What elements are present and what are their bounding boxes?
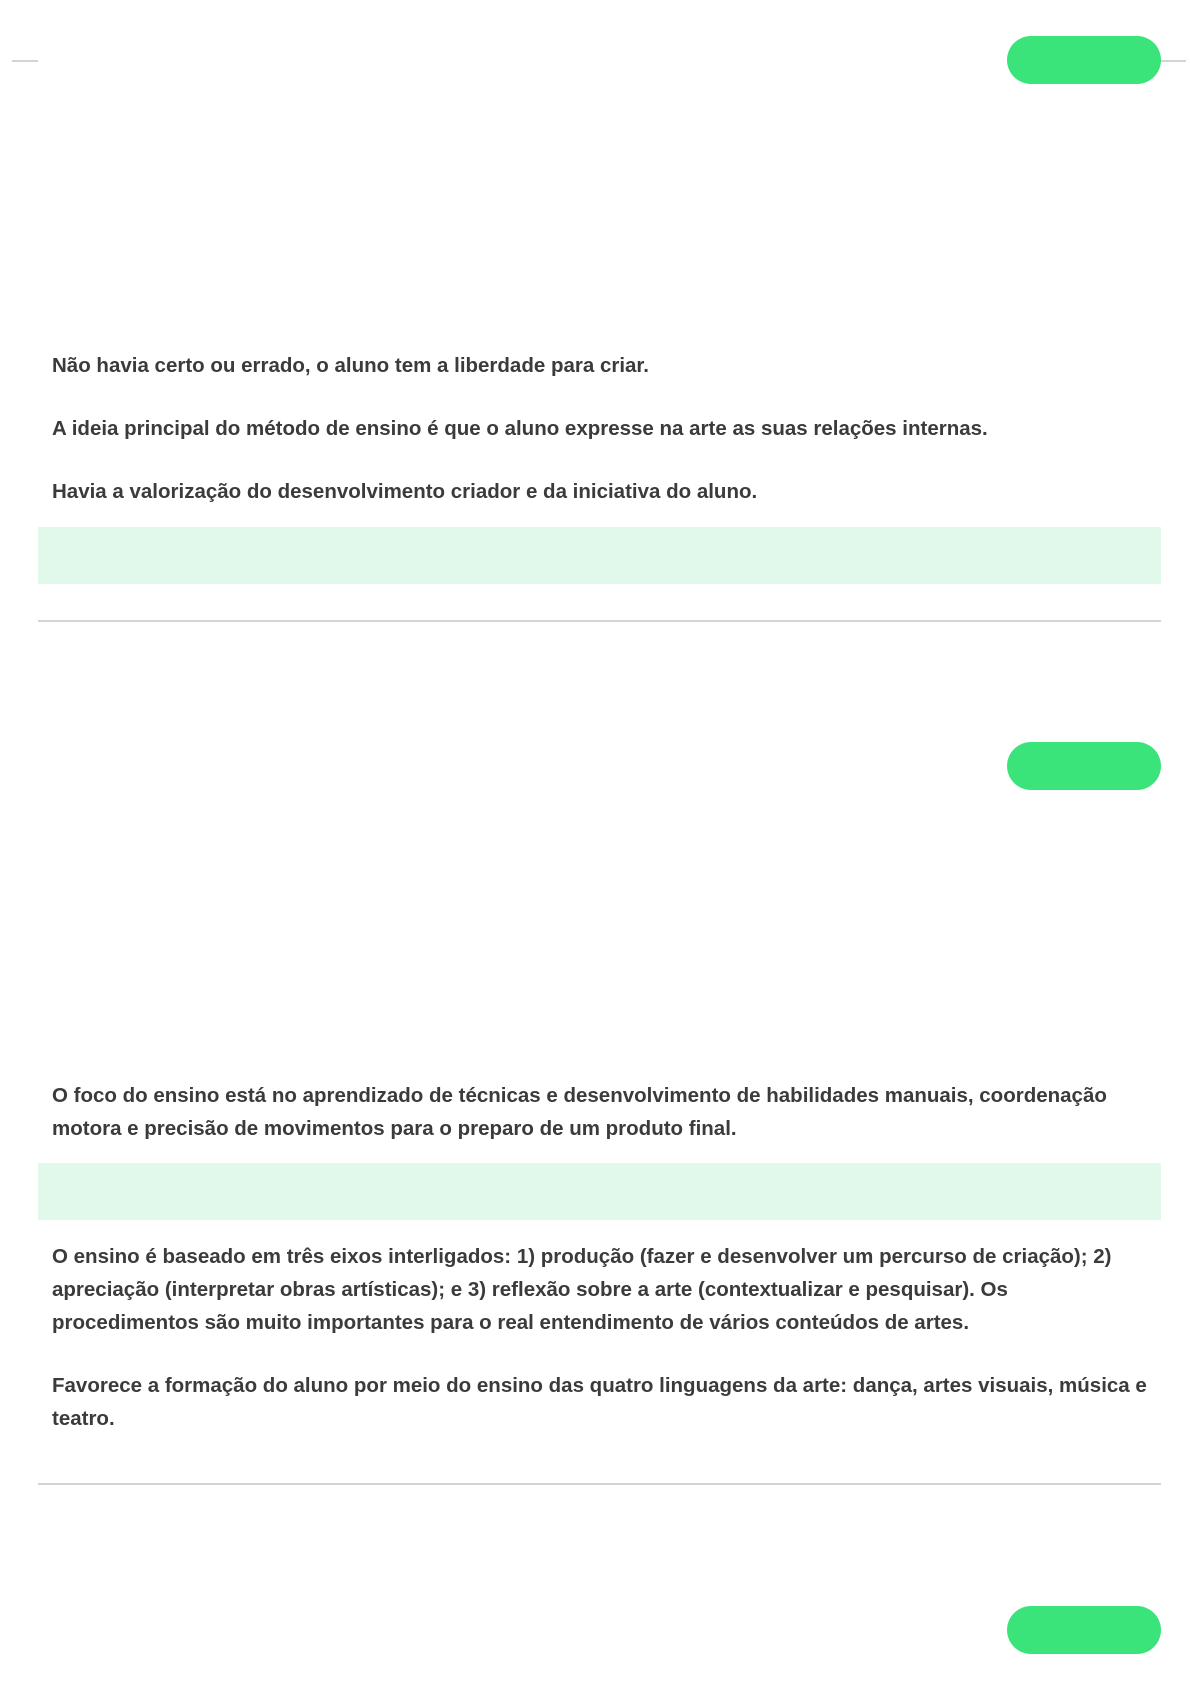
answer-highlight — [38, 527, 1161, 584]
answer-option[interactable]: A ideia principal do método de ensino é que o aluno expresse na arte as suas relações internas. — [52, 417, 988, 440]
answer-option[interactable]: Favorece a formação do aluno por meio do ensino das quatro linguagens da arte: dança, artes visuais, música e teatro. — [52, 1374, 1147, 1430]
answer-option[interactable]: Havia a valorização do desenvolvimento criador e da iniciativa do aluno. — [52, 480, 758, 503]
status-pill — [1007, 1606, 1161, 1654]
answer-highlight — [38, 1163, 1161, 1220]
status-pill — [1007, 36, 1161, 84]
answer-option[interactable]: O foco do ensino está no aprendizado de técnicas e desenvolvimento de habilidades manuais, coordenação motora e precisão de movimentos para o preparo de um produto final. — [52, 1084, 1107, 1140]
answer-option[interactable]: O ensino é baseado em três eixos interligados: 1) produção (fazer e desenvolver um percurso de criação); 2) apreciação (interpretar obras artísticas); e 3) reflexão sobre a arte (contextualizar e pesquisar). Os procedimentos são muito importantes para o real entendimento de vários conteúdos de artes. — [52, 1245, 1112, 1334]
answer-option[interactable]: Não havia certo ou errado, o aluno tem a liberdade para criar. — [52, 354, 649, 377]
header-rule-left — [12, 60, 38, 62]
status-pill — [1007, 742, 1161, 790]
question-divider — [38, 620, 1161, 622]
question-divider — [38, 1483, 1161, 1485]
